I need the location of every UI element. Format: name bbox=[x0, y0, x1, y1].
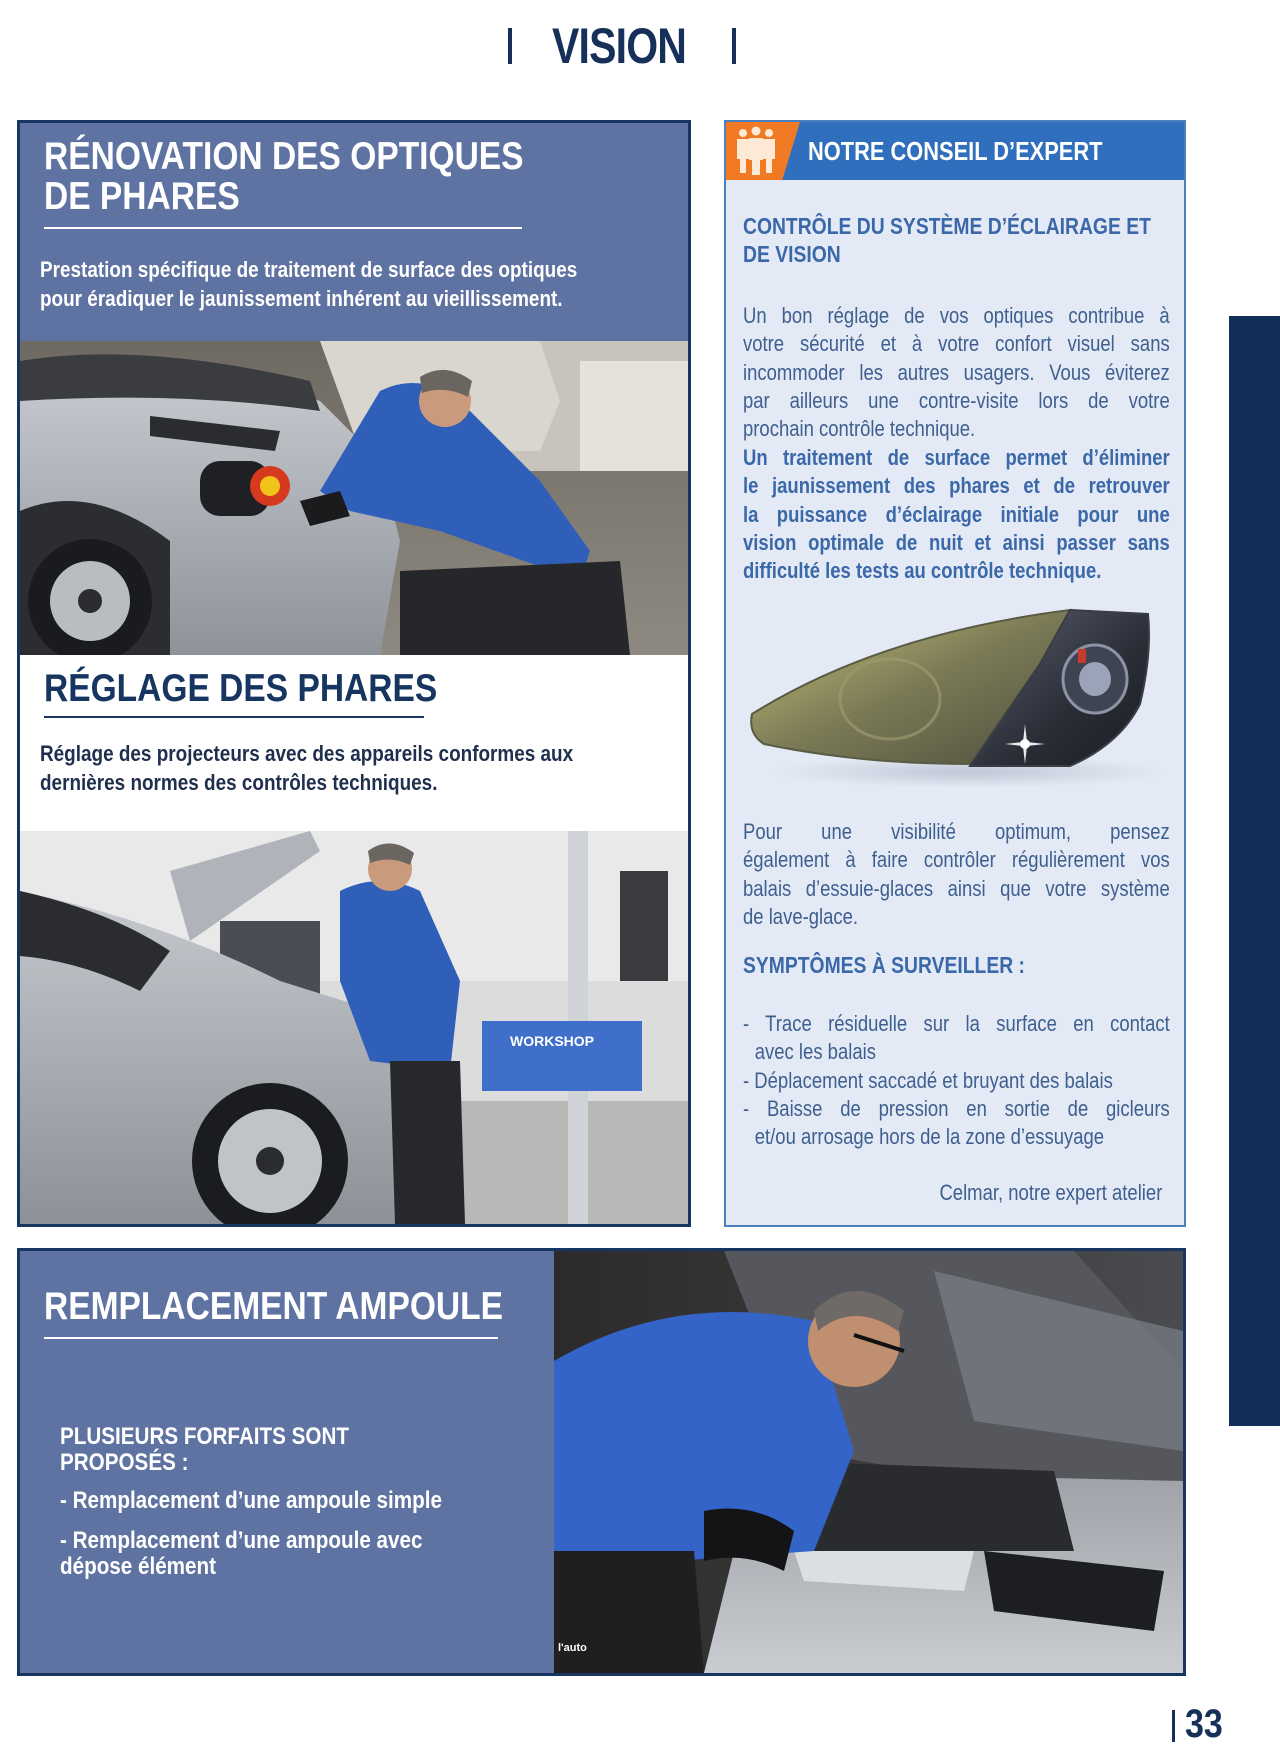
reglage-title: RÉGLAGE DES PHARES bbox=[44, 667, 438, 710]
renovation-title-line2: DE PHARES bbox=[44, 175, 240, 218]
expert-advice-box bbox=[724, 120, 1186, 1227]
renovation-section-header bbox=[20, 123, 688, 341]
ampoule-title: REMPLACEMENT AMPOULE bbox=[44, 1285, 503, 1328]
advice-paragraph-2: Un traitement de surface permet d’éliminer le jaunissement des phares et de retrouver la puissance d’éclairage initiale pour une vision optimale de nuit et ainsi passer sans difficulté les tests au contrôle technique. bbox=[743, 445, 1170, 584]
reglage-desc-line1: Réglage des projecteurs avec des appareils conformes aux bbox=[40, 741, 574, 766]
chapter-side-tab bbox=[1229, 316, 1280, 1426]
page-number: 33 bbox=[1185, 1702, 1223, 1746]
ampoule-list-title-line1: PLUSIEURS FORFAITS SONT bbox=[60, 1423, 349, 1450]
reglage-title-rule bbox=[44, 716, 424, 718]
header-divider-right bbox=[732, 28, 736, 64]
page-title: VISION bbox=[552, 18, 687, 74]
renovation-title-line1: RÉNOVATION DES OPTIQUES bbox=[44, 135, 524, 178]
page-header bbox=[0, 10, 1280, 74]
reglage-photo bbox=[20, 831, 688, 1224]
symptoms-list: - Trace résiduelle sur la surface en contact avec les balais - Déplacement saccadé et bruyant des balais - Baisse de pression en sortie de gicleurs et/ou arrosage hors de la zone d’essuyage bbox=[743, 1011, 1170, 1150]
expert-advice-header bbox=[726, 122, 1184, 180]
ampoule-item-depose-line2: dépose élément bbox=[60, 1553, 217, 1580]
header-divider-left bbox=[508, 28, 512, 64]
advice-subtitle-line1: CONTRÔLE DU SYSTÈME D’ÉCLAIRAGE ET bbox=[743, 213, 1151, 239]
people-group-icon bbox=[726, 122, 800, 180]
renovation-title-rule bbox=[44, 227, 522, 229]
reglage-desc-line2: dernières normes des contrôles techniques. bbox=[40, 770, 438, 795]
pauto-logo: l'auto bbox=[558, 1642, 587, 1654]
symptom-item: - Déplacement saccadé et bruyant des balais bbox=[743, 1067, 1113, 1093]
workshop-label: WORKSHOP bbox=[510, 1033, 594, 1049]
ampoule-title-rule bbox=[44, 1337, 498, 1339]
ampoule-list-title-line2: PROPOSÉS : bbox=[60, 1449, 189, 1476]
symptom-item: - Baisse de pression en sortie de gicleurs bbox=[743, 1095, 1170, 1121]
ampoule-section bbox=[17, 1248, 1186, 1676]
ampoule-photo bbox=[554, 1251, 1183, 1673]
advice-subtitle-line2: DE VISION bbox=[743, 241, 841, 267]
advice-paragraph-3: Pour une visibilité optimum, pensez également à faire contrôler régulièrement vos balais d’essuie-glaces ainsi que votre système de lave-glace. bbox=[743, 819, 1170, 929]
advice-paragraph-1: Un bon réglage de vos optiques contribue à votre sécurité et à votre confort visuel sans incommoder les autres usagers. Vous éviterez par ailleurs une contre-visite lors de votre prochain contrôle technique. bbox=[743, 303, 1170, 442]
expert-advice-title: NOTRE CONSEIL D’EXPERT bbox=[808, 136, 1103, 166]
symptom-item: - Trace résiduelle sur la surface en contact bbox=[743, 1011, 1170, 1036]
renovation-photo bbox=[20, 341, 688, 655]
expert-signature: Celmar, notre expert atelier bbox=[939, 1180, 1162, 1205]
ampoule-text-panel bbox=[20, 1251, 554, 1673]
headlight-before-after-image bbox=[740, 594, 1170, 794]
renovation-desc-line2: pour éradiquer le jaunissement inhérent au vieillissement. bbox=[40, 286, 563, 311]
left-column bbox=[17, 120, 691, 1227]
reglage-section-header bbox=[20, 655, 688, 831]
renovation-desc-line1: Prestation spécifique de traitement de surface des optiques bbox=[40, 257, 578, 282]
ampoule-item-depose: - Remplacement d’une ampoule avec bbox=[60, 1527, 423, 1554]
page-number-divider bbox=[1172, 1710, 1175, 1742]
symptoms-title: SYMPTÔMES À SURVEILLER : bbox=[743, 952, 1025, 978]
ampoule-item-simple: - Remplacement d’une ampoule simple bbox=[60, 1487, 442, 1514]
